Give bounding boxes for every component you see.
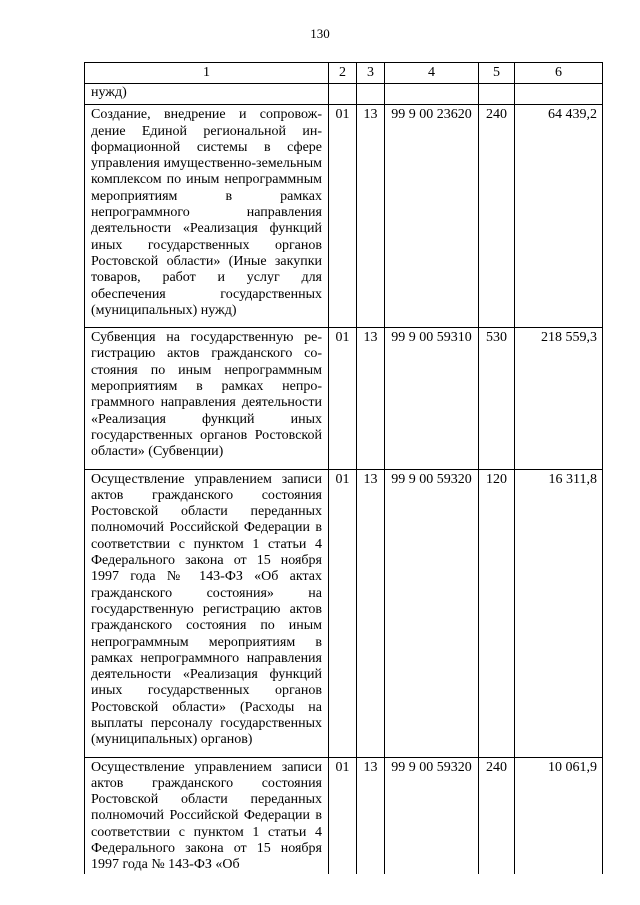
row-expense-type: 120: [479, 469, 515, 757]
page-number: 130: [310, 26, 330, 41]
row-target-code: 99 9 00 59320: [385, 757, 479, 874]
row-description: Создание, внедрение и сопровождение Единой региональной информационной системы в сфере управления имущественно-земельным комплексом по иным непрограммным мероприятиям в рамках непрограммного направления деятельности «Реализация функций иных государственных органов Ростовской области» (Иные закупки товаров, работ и услуг для обеспечения государственных (муниципальных) нужд): [85, 105, 329, 328]
table-row: [85, 757, 603, 874]
row-section: 01: [329, 757, 357, 874]
row-target-code: 99 9 00 23620: [385, 105, 479, 328]
row-section: 01: [329, 328, 357, 469]
column-header-1: 1: [85, 63, 329, 84]
row-amount: 10 061,9: [515, 757, 603, 874]
row-section: 01: [329, 105, 357, 328]
row-subsection: 13: [357, 328, 385, 469]
row-description: Осуществление управлением записи актов гражданского состояния Ростовской области переданных полномочий Российской Федерации в соответствии с пунктом 1 статьи 4 Федерального закона от 15 ноября 1997 года № 143-ФЗ «Об актах гражданского состояния» на государственную регистрацию актов гражданского состояния по иным непрограммным мероприятиям в рамках непрограммного направления деятельности «Реализация функций иных государственных органов Ростовской области» (Расходы на выплаты персоналу государственных (муниципальных) органов): [85, 469, 329, 757]
row-amount: 64 439,2: [515, 105, 603, 328]
row-amount: 218 559,3: [515, 328, 603, 469]
column-header-4: 4: [385, 63, 479, 84]
row-subsection: 13: [357, 105, 385, 328]
budget-table: [84, 62, 603, 874]
table-header-row: [85, 63, 603, 84]
column-header-3: 3: [357, 63, 385, 84]
row-expense-type: 240: [479, 105, 515, 328]
row-expense-type: 240: [479, 757, 515, 874]
row-amount: 16 311,8: [515, 469, 603, 757]
row-expense-type: 530: [479, 328, 515, 469]
column-header-2: 2: [329, 63, 357, 84]
row-description: Субвенция на государственную регистрацию актов гражданского состояния по иным непрограммным мероприятиям в рамках непрограммного направления деятельности «Реализация функций иных государственных органов Ростовской области» (Субвенции): [85, 328, 329, 469]
column-header-5: 5: [479, 63, 515, 84]
row-description: Осуществление управлением записи актов гражданского состояния Ростовской области переданных полномочий Российской Федерации в соответствии с пунктом 1 статьи 4 Федерального закона от 15 ноября 1997 года № 143-ФЗ «Об: [85, 757, 329, 874]
table-row: [85, 469, 603, 757]
row-section: 01: [329, 469, 357, 757]
row-subsection: 13: [357, 469, 385, 757]
row-target-code: 99 9 00 59320: [385, 469, 479, 757]
continuation-text: нужд): [85, 84, 329, 105]
table-row-continuation: [85, 84, 603, 105]
column-header-6: 6: [515, 63, 603, 84]
table-row: [85, 105, 603, 328]
table-row: [85, 328, 603, 469]
row-target-code: 99 9 00 59310: [385, 328, 479, 469]
row-subsection: 13: [357, 757, 385, 874]
